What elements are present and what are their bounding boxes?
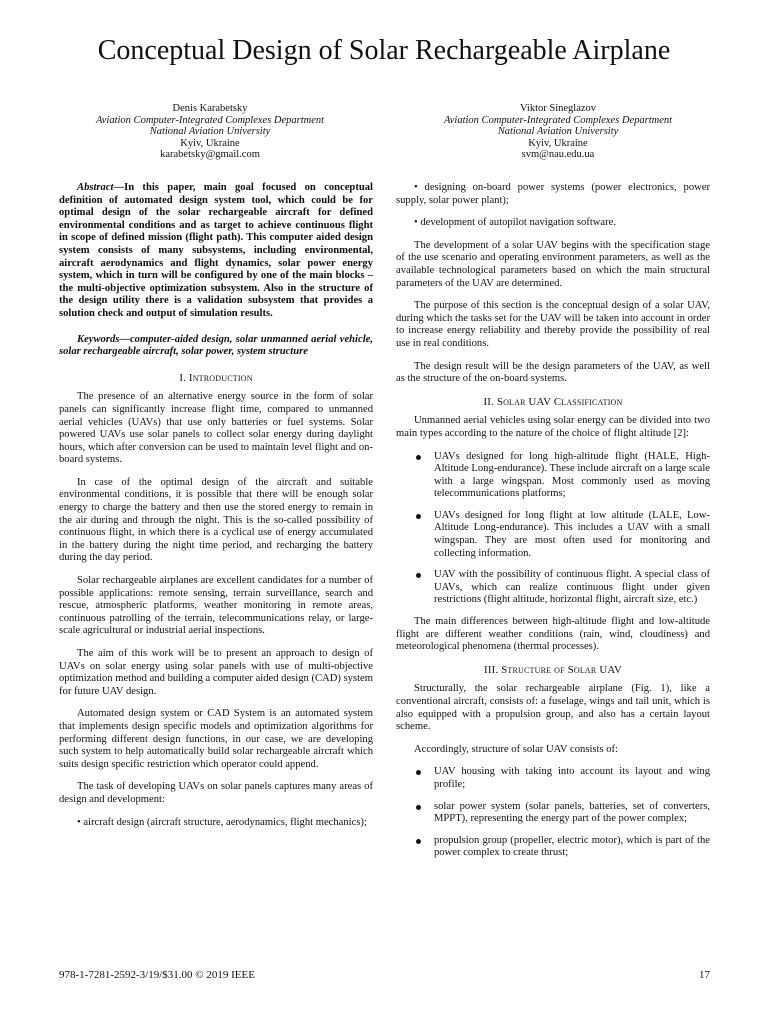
paragraph: Accordingly, structure of solar UAV consists of: — [414, 743, 618, 755]
keywords-text: —computer-aided design, solar unmanned aerial vehicle, solar rechargeable aircraft, solar power, system structure — [59, 333, 373, 358]
paragraph: The purpose of this section is the conceptual design of a solar UAV, during which the tasks set for the UAV will be taken into account in order to increase energy reliability and thereby provide the possibility of real use in real conditions. — [396, 300, 710, 349]
list-item: solar power system (solar panels, batteries, set of converters, MPPT), representing the energy part of the power complex; — [396, 801, 710, 826]
author-department: Aviation Computer-Integrated Complexes Department — [443, 114, 673, 126]
paragraph: Unmanned aerial vehicles using solar energy can be divided into two main types according to the nature of the choice of flight altitude [2]: — [396, 415, 710, 439]
footer-copyright: 978-1-7281-2592-3/19/$31.00 © 2019 IEEE — [59, 969, 255, 981]
author-city: Kyiv, Ukraine — [180, 137, 240, 149]
paragraph: Automated design system or CAD System is an automated system that implements design specific models and optimization algorithms for performing different design functions, in our case, we are developing such system to help automatically build solar rechargeable aircraft which suits design specific restriction which operator could append. — [59, 708, 373, 770]
structure-list — [396, 766, 710, 860]
list-item: UAVs designed for long high-altitude flight (HALE, High-Altitude Long-endurance). These include aircraft on a large scale with a large wingspan. Most commonly used as moving telecommunications platforms; — [396, 451, 710, 501]
paragraph: The design result will be the design parameters of the UAV, as well as the structure of the on-board systems. — [396, 360, 710, 385]
paragraph: The presence of an alternative energy source in the form of solar panels can significantly increase flight time, compared to unmanned aerial vehicles (UAVs) that use only batteries or fuel systems. Solar powered UAVs use solar panels to collect solar energy during daylight hours, which after conversion can be used to maintain level flight and on-board systems. — [59, 391, 373, 466]
paragraph: In case of the optimal design of the aircraft and suitable environmental conditions, it is possible that there will be enough solar energy to charge the battery and then use the stored energy to remain in the air during and through the night. This is the so-called possibility of continuous flight, in which there is a cyclical use of energy accumulated in the battery during the night time period, and recharging the battery during the day period. — [59, 476, 373, 564]
author-department: Aviation Computer-Integrated Complexes Department — [95, 114, 325, 126]
author-city: Kyiv, Ukraine — [528, 137, 588, 149]
author-block-2 — [408, 103, 708, 161]
left-column — [59, 182, 373, 839]
list-item: propulsion group (propeller, electric motor), which is part of the power complex to create thrust; — [396, 835, 710, 860]
section-heading-introduction: I. Introduction — [179, 371, 253, 384]
bullet-paragraph: • development of autopilot navigation software. — [396, 217, 710, 230]
abstract — [59, 182, 373, 321]
paragraph: Structurally, the solar rechargeable airplane (Fig. 1), like a conventional aircraft, consists of: a fuselage, wings and tail unit, which is also equipped with a propulsion group, and also has a certain layout scheme. — [396, 683, 710, 733]
paragraph: The task of developing UAVs on solar panels captures many areas of design and development: — [59, 781, 373, 805]
right-column — [396, 182, 710, 869]
list-item: UAVs designed for long flight at low altitude (LALE, Low-Altitude Long-endurance). This includes a UAV with a small wingspan. They are most often used for monitoring and collecting information. — [396, 510, 710, 560]
keywords-lead: Keywords — [77, 333, 120, 345]
author-name: Denis Karabetsky — [172, 103, 248, 114]
page-number: 17 — [699, 969, 710, 981]
paragraph: The aim of this work will be to present an approach to design of UAVs on solar energy using solar panels with use of multi-objective optimization method and building a computer aided design (CAD) system for future UAV design. — [59, 648, 373, 697]
author-university: National Aviation University — [149, 126, 271, 138]
author-name: Viktor Sineglazov — [519, 103, 597, 114]
author-email: svm@nau.edu.ua — [521, 149, 595, 161]
list-item: UAV with the possibility of continuous flight. A special class of UAVs, which can realize continuous flight under given restrictions (flight altitude, horizontal flight, aircraft size, etc.) — [396, 569, 710, 607]
abstract-text: —In this paper, main goal focused on conceptual definition of automated design system tool, which could be for optimal design of the solar rechargeable aircraft for defined environmental conditions and as target to achieve continuous flight in scope of defined mission (flight path). This computer aided design system consists of many subsystems, including environmental, aircraft aerodynamics and flight dynamics, solar power energy system, which in turn will be configured by one of the main blocks – the multi-objective optimization subsystem. Also in the structure of the design utility there is a validation subsystem that provides a solution check and output of simulation results. — [59, 182, 373, 319]
author-university: National Aviation University — [497, 126, 619, 138]
section-heading-classification: II. Solar UAV Classification — [483, 395, 623, 408]
paragraph: The development of a solar UAV begins with the specification stage of the use scenario and operating environment parameters, as well as the available technological parameters based on which the main structural parameters of the UAV are determined. — [396, 239, 710, 289]
paragraph: The main differences between high-altitude flight and low-altitude flight are different weather conditions (rain, wind, cloudiness) and meteorological phenomena (thermal processes). — [396, 616, 710, 653]
bullet-paragraph: • aircraft design (aircraft structure, aerodynamics, flight mechanics); — [59, 817, 373, 830]
section-heading-structure: III. Structure of Solar UAV — [484, 663, 622, 676]
list-item: UAV housing with taking into account its layout and wing profile; — [396, 766, 710, 791]
paragraph: Solar rechargeable airplanes are excellent candidates for a number of possible applications: remote sensing, terrain surveillance, search and rescue, atmospheric platforms, weather monitoring in remote areas, continuous patrolling of the terrain, telecommunications relay, or large-scale agricultural or industrial aerial inspections. — [59, 575, 373, 637]
author-email: karabetsky@gmail.com — [160, 149, 260, 161]
abstract-lead: Abstract — [77, 182, 114, 193]
paper-title: Conceptual Design of Solar Rechargeable Airplane — [97, 35, 671, 66]
classification-list — [396, 451, 710, 608]
bullet-paragraph: • designing on-board power systems (power electronics, power supply, solar power plant); — [396, 182, 710, 207]
keywords — [59, 334, 373, 359]
author-block-1 — [60, 103, 360, 161]
